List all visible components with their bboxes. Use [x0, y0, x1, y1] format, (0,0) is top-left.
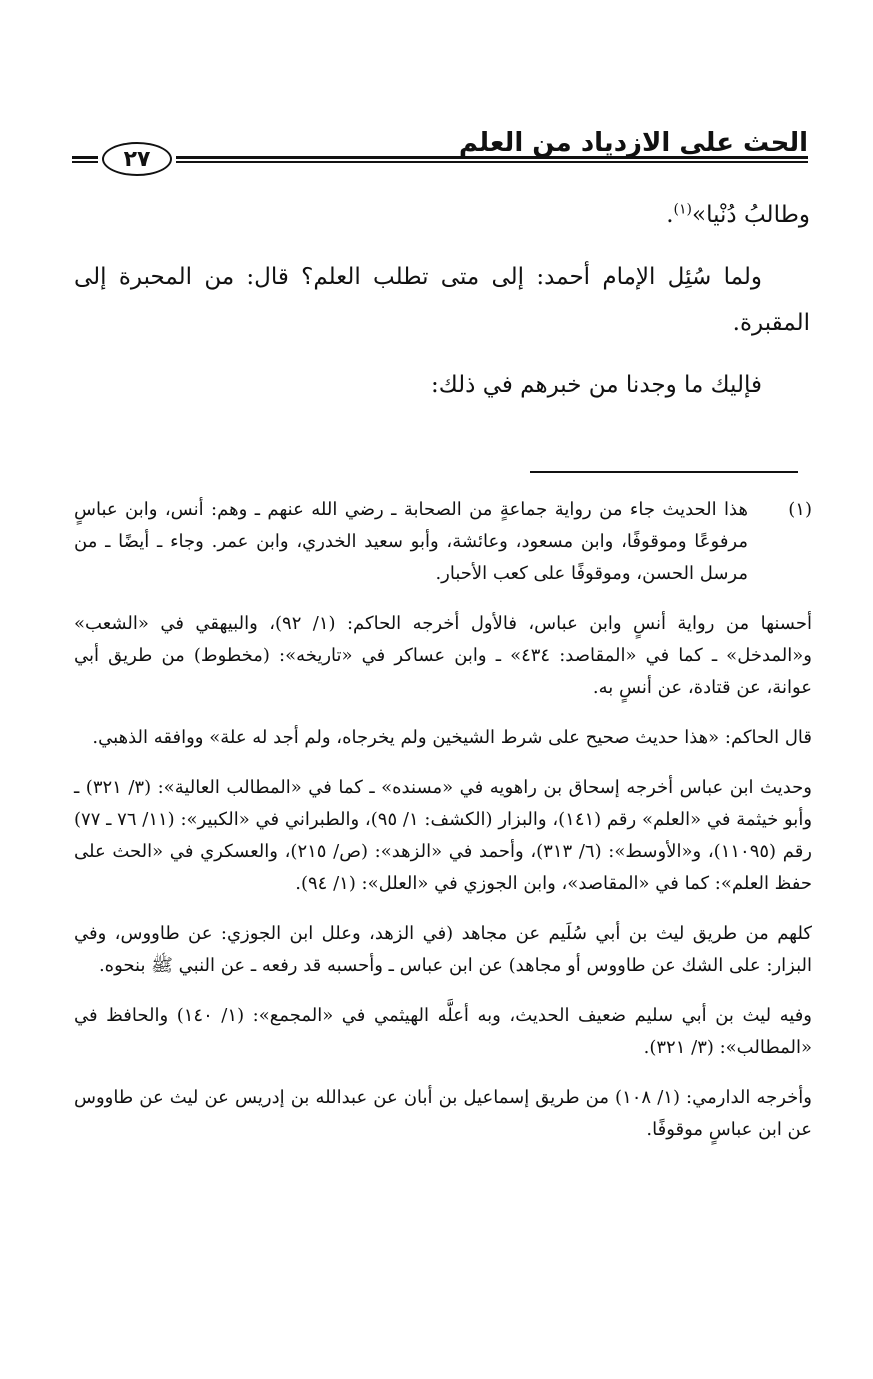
footnote-paragraph: هذا الحديث جاء من رواية جماعةٍ من الصحابة ـ رضي الله عنهم ـ وهم: أنس، وابن عباسٍ مرفوعًا وموقوفًا، وابن مسعود، وعائشة، وأبو سعيد الخدري، وابن عمر. وجاء ـ أيضًا ـ من مرسل الحسن، وموقوفًا على كعب الأحبار.: [74, 499, 748, 584]
footnote-separator: [530, 471, 798, 473]
footnote-paragraph: وحديث ابن عباس أخرجه إسحاق بن راهويه في «مسنده» ـ كما في «المطالب العالية»: (٣/ ٣٢١) ـ وأبو خيثمة في «العلم» رقم (١٤١)، والبزار (الكشف: ١/ ٩٥)، والطبراني في «الكبير»: (١١/ ٧٦ ـ ٧٧) رقم (١١٠٩٥)، و«الأوسط»: (٦/ ٣١٣)، وأحمد في «الزهد»: (ص/ ٢١٥)، والعسكري في «الحث على حفظ العلم»: كما في «المقاصد»، وابن الجوزي في «العلل»: (١/ ٩٤).: [74, 777, 813, 894]
paragraph-1-text: وطالبُ دُنْيا»: [692, 202, 810, 228]
header-rule-end: [72, 156, 98, 163]
page-number: ٢٧: [102, 142, 172, 176]
paragraph-1-end: .: [666, 202, 674, 228]
paragraph-3: فإليك ما وجدنا من خبرهم في ذلك:: [431, 372, 762, 398]
main-text: [74, 192, 810, 408]
running-title: الحث على الازدياد من العلم: [458, 128, 808, 158]
footnote-paragraph: كلهم من طريق ليث بن أبي سُلَيم عن مجاهد (في الزهد، وعلل ابن الجوزي: عن طاووس، وفي البزار: على الشك عن طاووس أو مجاهد) عن ابن عباس ـ وأحسبه قد رفعه ـ عن النبي ﷺ بنحوه.: [74, 923, 812, 976]
footnote-ref: (١): [673, 201, 692, 218]
footnotes: [74, 494, 812, 1164]
footnote-paragraph: وفيه ليث بن أبي سليم ضعيف الحديث، وبه أعلَّه الهيثمي في «المجمع»: (١/ ١٤٠) والحافظ في «المطالب»: (٣/ ٣٢١).: [74, 1005, 812, 1058]
footnote-1: [74, 494, 812, 590]
paragraph-2: ولما سُئِل الإمام أحمد: إلى متى تطلب العلم؟ قال: من المحبرة إلى المقبرة.: [74, 264, 810, 336]
footnote-paragraph: أحسنها من رواية أنسٍ وابن عباس، فالأول أخرجه الحاكم: (١/ ٩٢)، والبيهقي في «الشعب» و«المدخل» ـ كما في «المقاصد: ٤٣٤» ـ وابن عساكر في «تاريخه»: (مخطوط) من طريق أبي عوانة، عن قتادة، عن أنسٍ به.: [74, 613, 812, 698]
paragraph-1: [74, 192, 810, 238]
footnote-paragraph: وأخرجه الدارمي: (١/ ١٠٨) من طريق إسماعيل بن أبان عن عبدالله بن إدريس عن ليث عن طاووس عن ابن عباسٍ موقوفًا.: [74, 1087, 812, 1140]
page-header: [72, 128, 808, 180]
footnote-marker: (١): [788, 499, 812, 520]
footnote-paragraph: قال الحاكم: «هذا حديث صحيح على شرط الشيخين ولم يخرجاه، ولم أجد له علة» ووافقه الذهبي.: [92, 727, 812, 748]
header-rule: [176, 156, 808, 163]
